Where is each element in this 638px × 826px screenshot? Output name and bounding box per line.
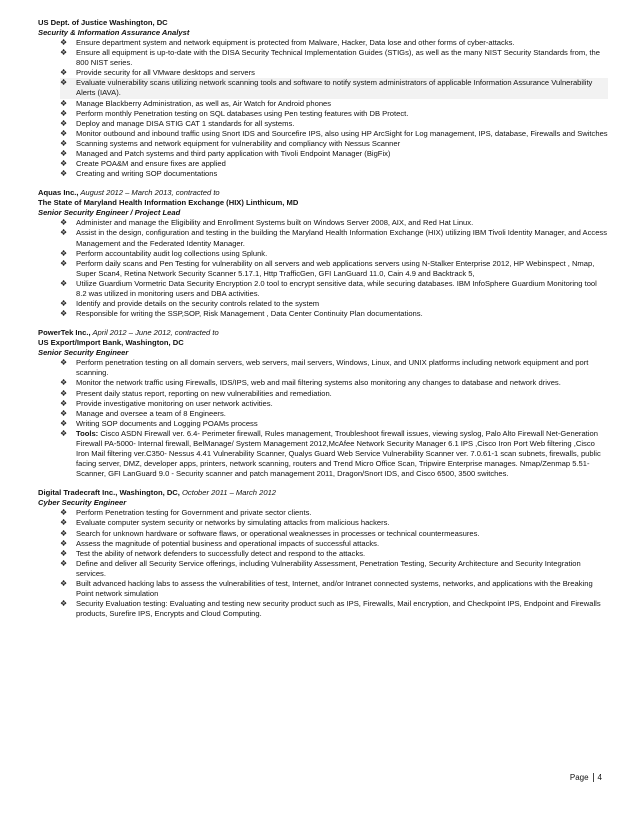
- company-name: Digital Tradecraft Inc., Washington, DC,: [38, 488, 180, 498]
- duty-item: [60, 378, 608, 388]
- duty-item: [60, 389, 608, 399]
- bullet-icon: ❖: [60, 68, 68, 78]
- duty-item: [60, 409, 608, 419]
- duty-text: Identify and provide details on the security controls related to the system: [76, 299, 320, 309]
- duty-text: Evaluate vulnerability scans utilizing network scanning tools and software to notify system administrators of applicable Information Assurance Vulnerability Alerts (IAVA).: [76, 78, 593, 98]
- duty-item: [60, 169, 608, 179]
- duty-text: Search for unknown hardware or software flaws, or operational weaknesses in processes or technical countermeasures.: [76, 528, 480, 538]
- duty-item: [60, 549, 608, 559]
- duty-text: Perform accountability audit log collections using Splunk.: [76, 248, 268, 258]
- duty-text: Deploy and manage DISA STIG CAT 1 standards for all systems.: [76, 118, 295, 128]
- page-label: Page: [569, 773, 589, 782]
- tools-label: Tools:: [76, 428, 99, 438]
- bullet-icon: ❖: [60, 418, 68, 428]
- bullet-icon: ❖: [60, 118, 68, 128]
- employment-dates: October 2011 – March 2012: [179, 488, 277, 498]
- duty-text: Monitor outbound and inbound traffic using Snort IDS and Sourcefire IPS, also using HP ArcSight for Log management, IPS, database, Firewalls and Switches: [76, 128, 608, 138]
- page-number: 4: [597, 773, 602, 782]
- duty-text: Manage Blackberry Administration, as well as, Air Watch for Android phones: [76, 98, 332, 108]
- tools-text: Cisco ASDN Firewall ver. 6.4- Perimeter firewall, Rules management, Troubleshoot firewall issues, viewing syslog, Palo Alto Firewall Net-Generation Firewall PA-5000- Internal firewall, BelManage/ System Management 2012,McAfee Network Security Manager 6.1 IPS ,Cisco Iron Port Web filtering ,Cisco Iron Mail filtering ver.C350- Nessus 4.41 Vulnerability Scanner, Qualys Guard Web Service Vulnerability Scanner ver. 7.0.61-1 scan subnets, firewalls, public facing server, DMZ, developer apps, printers, network scanning, routers and Trend Micro Office Scan, Tripwire Enterprise manages. Nmap/Zenmap 5.51- Scanner, GFI LanGuard 9.0 - Security scanner and patch management 2011, Dragon/Snort IDS, and Cisco 6500, 3500 switches.: [76, 428, 601, 479]
- duty-item: [60, 579, 608, 599]
- duty-text: Present daily status report, reporting on new vulnerabilities and remediation.: [76, 388, 332, 398]
- duty-item: [60, 559, 608, 579]
- duty-text: Assist in the design, configuration and testing in the building the Maryland Health Information Exchange (HIX) utilizing IBM Tivoli Identity Manager, and Access Management and the Federated Identity Manager.: [76, 228, 608, 248]
- bullet-icon: ❖: [60, 228, 68, 238]
- duty-item: [60, 78, 608, 98]
- duty-item: [60, 419, 608, 429]
- bullet-icon: ❖: [60, 398, 68, 408]
- bullet-icon: ❖: [60, 278, 68, 288]
- duty-text: Administer and manage the Eligibility and Enrollment Systems built on Windows Server 2008, AIX, and Red Hat Linux.: [76, 218, 474, 228]
- bullet-icon: ❖: [60, 48, 68, 58]
- company-line: [38, 488, 608, 498]
- bullet-icon: ❖: [60, 258, 68, 268]
- duty-text: Manage and oversee a team of 8 Engineers.: [76, 408, 226, 418]
- employer-heading: US Dept. of Justice Washington, DC: [38, 18, 168, 27]
- bullet-icon: ❖: [60, 428, 68, 438]
- duty-item: [60, 279, 608, 299]
- duty-item: [60, 599, 608, 619]
- duty-text: Perform penetration testing on all domain servers, web servers, mail servers, Windows, Linux, and UNIX platforms including network equipment and port scanning.: [76, 358, 589, 378]
- duty-text: Writing SOP documents and Logging POAMs process: [76, 418, 258, 428]
- tools-item: [60, 429, 608, 479]
- job-title: Security & Information Assurance Analyst: [38, 28, 190, 37]
- bullet-icon: ❖: [60, 558, 68, 568]
- bullet-icon: ❖: [60, 218, 68, 228]
- duty-item: [60, 159, 608, 169]
- duty-text: Built advanced hacking labs to assess the vulnerabilities of test, Internet, and/or Intranet connected systems, networks, and applications with the Breaking Point network simulation: [76, 579, 593, 599]
- footer-separator: [593, 773, 594, 782]
- duty-item: [60, 119, 608, 129]
- bullet-icon: ❖: [60, 388, 68, 398]
- duty-item: [60, 218, 608, 228]
- bullet-icon: ❖: [60, 508, 68, 518]
- bullet-icon: ❖: [60, 408, 68, 418]
- bullet-icon: ❖: [60, 108, 68, 118]
- duty-item: [60, 249, 608, 259]
- duty-text: Assess the magnitude of potential business and operational impacts of successful attacks.: [76, 538, 380, 548]
- employer-heading: US Export/Import Bank, Washington, DC: [38, 338, 184, 348]
- bullet-icon: ❖: [60, 599, 68, 609]
- duty-item: [60, 309, 608, 319]
- job-section: [38, 328, 608, 479]
- company-line: [38, 188, 608, 198]
- duty-item: [60, 109, 608, 119]
- company-name: Aquas Inc.,: [38, 188, 79, 198]
- duty-text: Utilize Guardium Vormetric Data Security Encryption 2.0 tool to encrypt sensitive data, while securing databases. IBM InfoSphere Guardium Monitoring tool 8.2 was utilized in monitoring users and DBA activities.: [76, 278, 597, 298]
- company-name: PowerTek Inc.,: [38, 328, 91, 338]
- bullet-icon: ❖: [60, 548, 68, 558]
- employment-dates: August 2012 – March 2013, contracted to: [78, 188, 220, 198]
- duty-item: [60, 529, 608, 539]
- duty-item: [60, 299, 608, 309]
- duty-item: [60, 508, 608, 518]
- bullet-icon: ❖: [60, 358, 68, 368]
- duty-item: [60, 99, 608, 109]
- bullet-icon: ❖: [60, 78, 68, 88]
- employer-heading: The State of Maryland Health Information Exchange (HIX) Linthicum, MD: [38, 198, 299, 208]
- job-section: [38, 18, 608, 179]
- duty-text: Scanning systems and network equipment for vulnerability and compliancy with Nessus Scanner: [76, 138, 401, 148]
- resume-content: [38, 18, 608, 619]
- duty-text: Monitor the network traffic using Firewalls, IDS/IPS, web and mail filtering systems also monitoring any changes to database and network drives.: [76, 378, 561, 388]
- job-title: Senior Security Engineer / Project Lead: [38, 208, 181, 218]
- duty-item: [60, 518, 608, 528]
- bullet-icon: ❖: [60, 98, 68, 108]
- duty-text: Create POA&M and ensure fixes are applied: [76, 159, 226, 169]
- page-footer: [570, 773, 602, 782]
- duty-text: Evaluate computer system security or networks by simulating attacks from malicious hackers.: [76, 518, 390, 528]
- bullet-icon: ❖: [60, 528, 68, 538]
- duty-item: [60, 149, 608, 159]
- bullet-icon: ❖: [60, 248, 68, 258]
- bullet-icon: ❖: [60, 38, 68, 47]
- duty-item: [60, 399, 608, 409]
- duty-text: Ensure all equipment is up-to-date with the DISA Security Technical Implementation Guides (STIGs), as well as the many NIST Security Standards from, the 800 NIST series.: [76, 48, 600, 68]
- duty-item: [60, 228, 608, 248]
- job-title: Senior Security Engineer: [38, 348, 129, 358]
- duty-text: Define and deliver all Security Service offerings, including Vulnerability Assessment, Penetration Testing, Security Architecture and Security Integration services.: [76, 558, 581, 578]
- bullet-icon: ❖: [60, 138, 68, 148]
- duty-text: Responsible for writing the SSP,SOP, Risk Management , Data Center Continuity Plan documentations.: [76, 309, 423, 319]
- bullet-icon: ❖: [60, 518, 68, 528]
- duty-list: [38, 38, 608, 179]
- company-line: [38, 328, 608, 338]
- duty-text: Test the ability of network defenders to successfully detect and respond to the attacks.: [76, 548, 366, 558]
- duty-item: [60, 539, 608, 549]
- duty-text: Provide security for all VMware desktops and servers: [76, 68, 255, 78]
- duty-item: [60, 38, 608, 48]
- duty-text: Perform daily scans and Pen Testing for vulnerability on all servers and web applications servers using N-Stalker Enterprise 2012, HP Webinspect , Nmap, Super Scan4, Retina Network Security Scanner 5.17.1, Http TrafficGen, GFI LanGuard 11.0, Cain 4.9 and Backtrack 5,: [76, 258, 595, 278]
- job-section: [38, 188, 608, 319]
- duty-text: Provide investigative monitoring on user network activities.: [76, 398, 273, 408]
- duty-item: [60, 139, 608, 149]
- duty-item: [60, 259, 608, 279]
- duty-item: [60, 358, 608, 378]
- bullet-icon: ❖: [60, 309, 68, 319]
- duty-item: [60, 48, 608, 68]
- bullet-icon: ❖: [60, 128, 68, 138]
- employment-dates: April 2012 – June 2012, contracted to: [90, 328, 219, 338]
- bullet-icon: ❖: [60, 159, 68, 169]
- bullet-icon: ❖: [60, 579, 68, 589]
- job-title: Cyber Security Engineer: [38, 498, 127, 508]
- bullet-icon: ❖: [60, 378, 68, 388]
- bullet-icon: ❖: [60, 149, 68, 159]
- job-section: [38, 488, 608, 619]
- duty-text: Perform monthly Penetration testing on SQL databases using Pen testing features with DB Protect.: [76, 108, 409, 118]
- duty-text: Security Evaluation testing: Evaluating and testing new security product such as IPS, Firewalls, Mail encryption, and Checkpoint IPS, Endpoint and Firewalls products, Surefire IPS, Encrypts and Cloud Computing.: [76, 599, 601, 619]
- duty-text: Ensure department system and network equipment is protected from Malware, Hacker, Data lose and other forms of cyber-attacks.: [76, 38, 515, 47]
- bullet-icon: ❖: [60, 299, 68, 309]
- duty-list: [38, 218, 608, 319]
- bullet-icon: ❖: [60, 169, 68, 179]
- duty-list: [38, 358, 608, 479]
- bullet-icon: ❖: [60, 538, 68, 548]
- duty-item: [60, 129, 608, 139]
- duty-text: Perform Penetration testing for Government and private sector clients.: [76, 508, 312, 518]
- duty-list: [38, 508, 608, 619]
- duty-item: [60, 68, 608, 78]
- duty-text: Managed and Patch systems and third party application with Tivoli Endpoint Manager (BigFix): [76, 149, 391, 159]
- duty-text: Creating and writing SOP documentations: [76, 169, 218, 179]
